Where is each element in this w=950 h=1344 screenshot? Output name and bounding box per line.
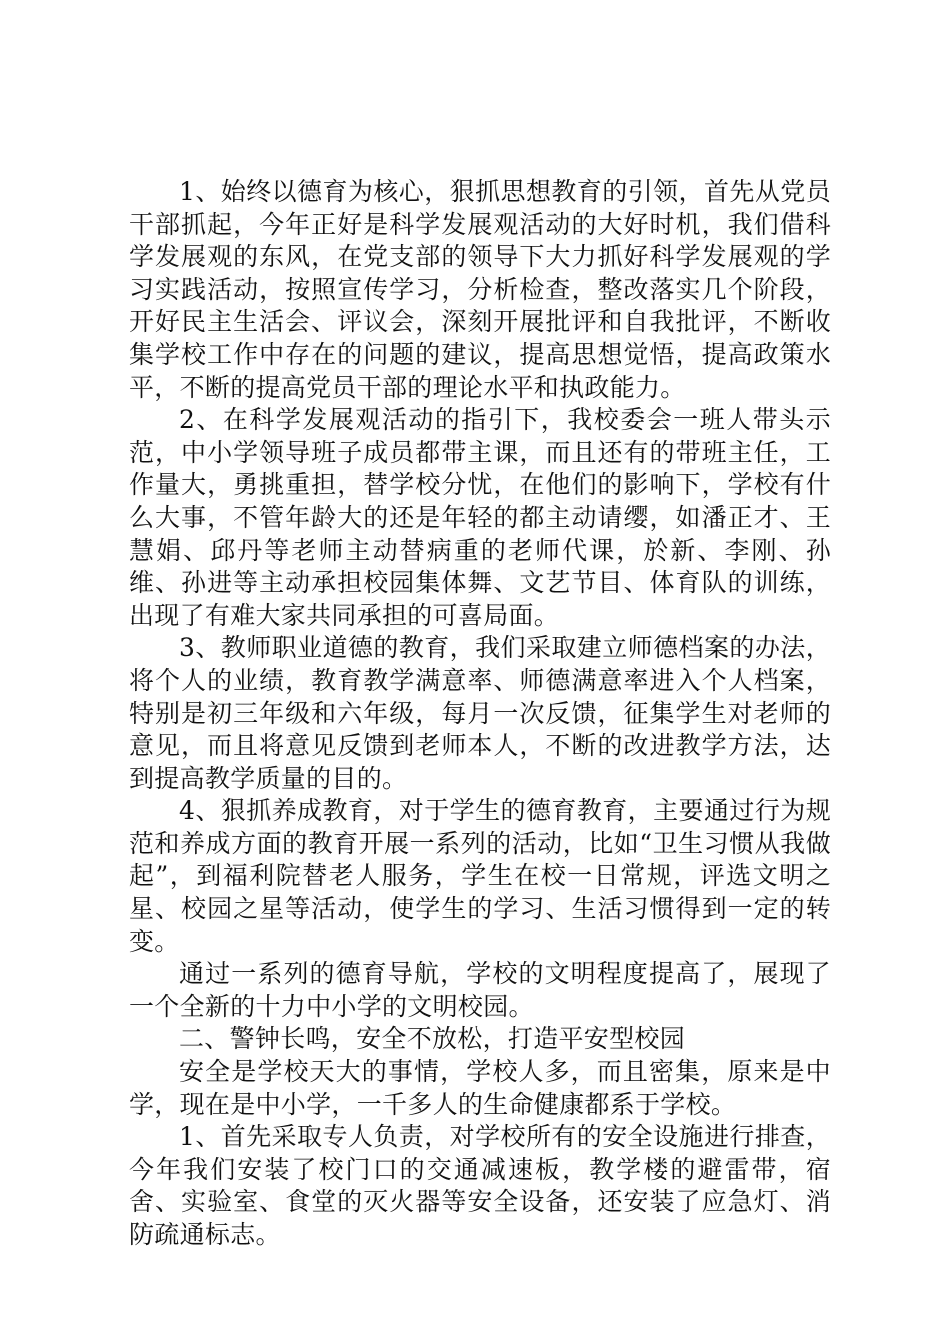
document-body [129,176,831,1252]
paragraph-4: 4、狠抓养成教育，对于学生的德育教育，主要通过行为规范和养成方面的教育开展一系列的活动，比如“卫生习惯从我做起”，到福利院替老人服务，学生在校一日常规，评选文明之星、校园之星等活动，使学生的学习、生活习惯得到一定的转变。 [129,796,831,956]
paragraph-7: 1、首先采取专人负责，对学校所有的安全设施进行排查，今年我们安装了校门口的交通减速板，教学楼的避雷带，宿舍、实验室、食堂的灭火器等安全设备，还安装了应急灯、消防疏通标志。 [129,1122,831,1249]
paragraph-3: 3、教师职业道德的教育，我们采取建立师德档案的办法，将个人的业绩，教育教学满意率、师德满意率进入个人档案，特别是初三年级和六年级，每月一次反馈，征集学生对老师的意见，而且将意见反馈到老师本人，不断的改进教学方法，达到提高教学质量的目的。 [129,633,831,793]
paragraph-5: 通过一系列的德育导航，学校的文明程度提高了，展现了一个全新的十力中小学的文明校园。 [129,959,831,1021]
section-heading: 二、警钟长鸣，安全不放松，打造平安型校园 [179,1024,686,1054]
paragraph-2: 2、在科学发展观活动的指引下，我校委会一班人带头示范，中小学领导班子成员都带主课，而且还有的带班主任，工作量大，勇挑重担，替学校分忧，在他们的影响下，学校有什么大事，不管年龄大的还是年轻的都主动请缨，如潘正才、王慧娟、邱丹等老师主动替病重的老师代课，於新、李刚、孙维、孙进等主动承担校园集体舞、文艺节目、体育队的训练，出现了有难大家共同承担的可喜局面。 [129,405,831,630]
paragraph-6: 安全是学校天大的事情，学校人多，而且密集，原来是中学，现在是中小学，一千多人的生命健康都系于学校。 [129,1057,831,1119]
paragraph-1: 1、始终以德育为核心，狠抓思想教育的引领，首先从党员干部抓起，今年正好是科学发展观活动的大好时机，我们借科学发展观的东风，在党支部的领导下大力抓好科学发展观的学习实践活动，按照宣传学习，分析检查，整改落实几个阶段，开好民主生活会、评议会，深刻开展批评和自我批评，不断收集学校工作中存在的问题的建议，提高思想觉悟，提高政策水平，不断的提高党员干部的理论水平和执政能力。 [129,177,831,402]
